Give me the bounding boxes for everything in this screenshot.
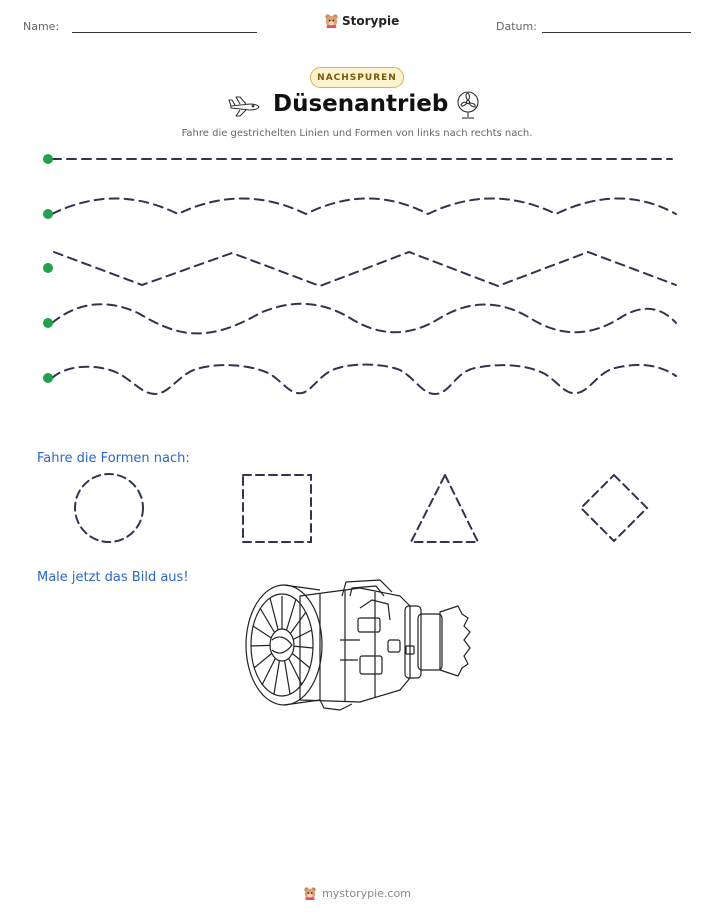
- coloring-heading: Male jetzt das Bild aus!: [37, 570, 189, 585]
- shapes-heading: Fahre die Formen nach:: [37, 451, 190, 466]
- footer: [0, 886, 714, 900]
- page-title: Düsenantrieb: [273, 91, 449, 117]
- bear-mascot-icon: [303, 886, 317, 900]
- footer-url[interactable]: mystorypie.com: [322, 886, 411, 900]
- category-badge: NACHSPUREN: [310, 67, 404, 88]
- jet-engine-outline[interactable]: [246, 580, 470, 710]
- name-label: Name:: [23, 20, 60, 33]
- date-label: Datum:: [496, 20, 537, 33]
- brand-name: Storypie: [342, 13, 400, 28]
- instructions: Fahre die gestrichelten Linien und Formen von links nach rechts nach.: [181, 128, 533, 139]
